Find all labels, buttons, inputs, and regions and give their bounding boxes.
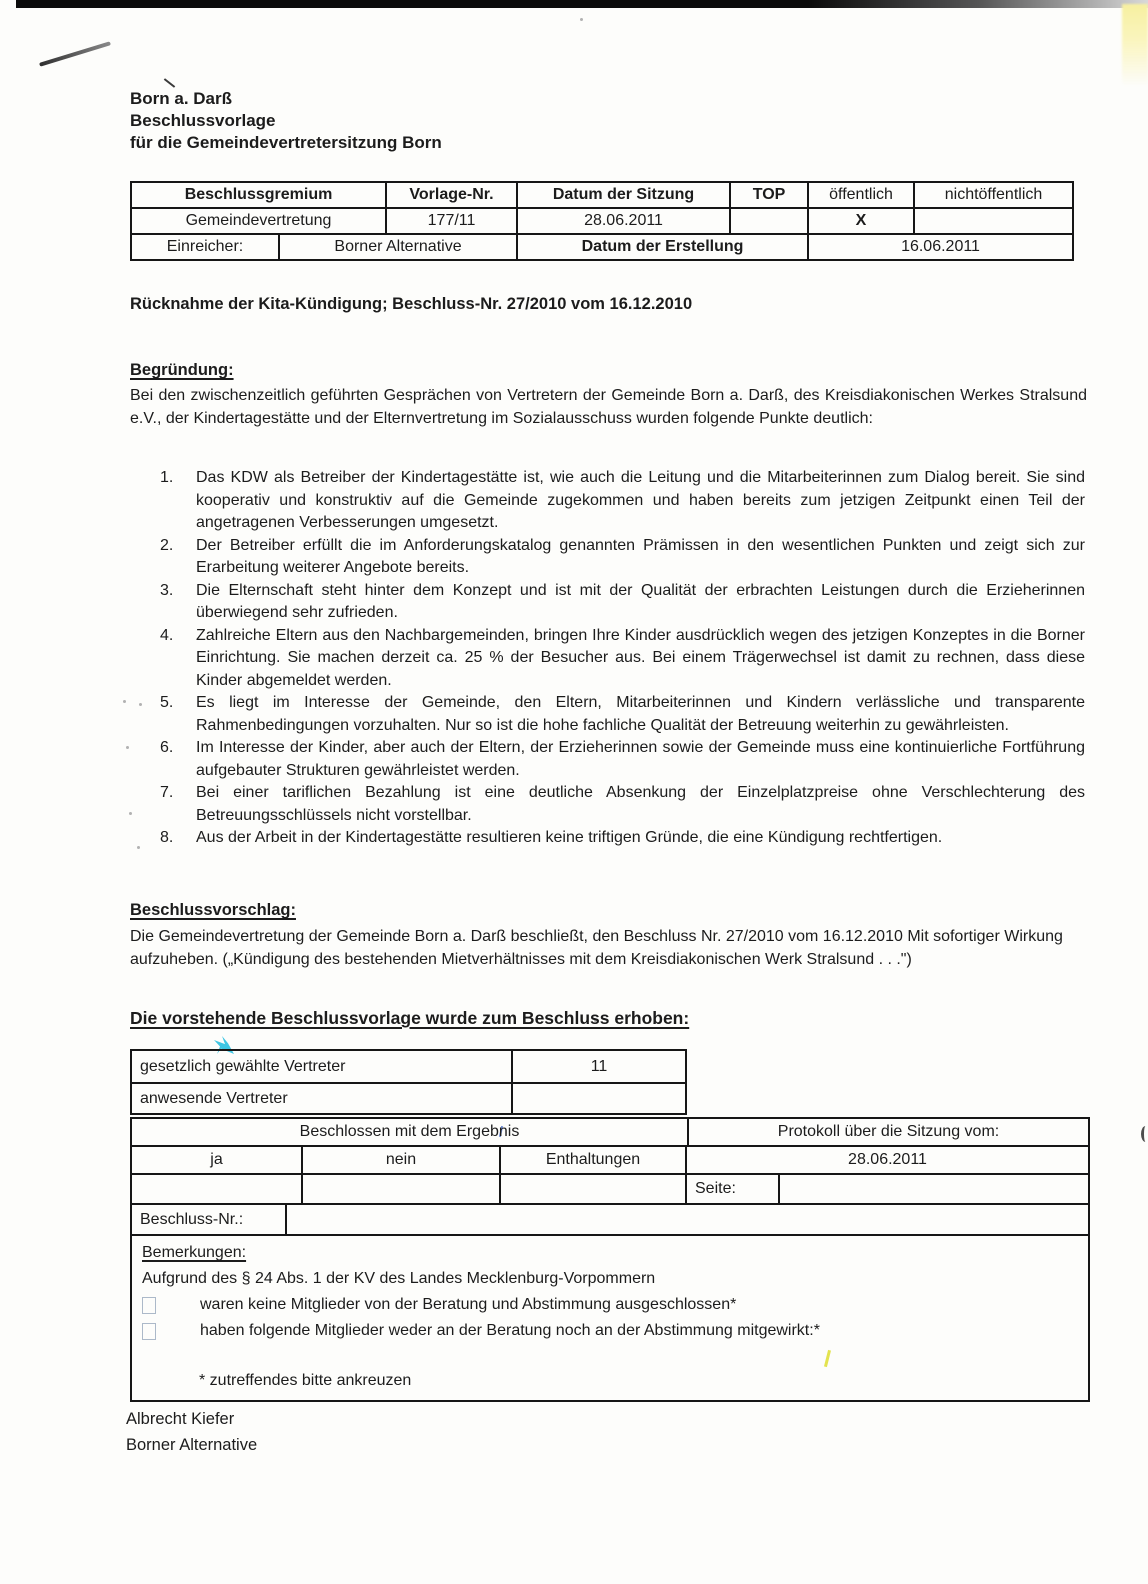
col-header-oeffentlich: öffentlich: [808, 182, 914, 208]
bemerkungen-footnote: * zutreffendes bitte ankreuzen: [199, 1372, 412, 1389]
bemerkungen-option-1-text: waren keine Mitglieder von der Beratung und Abstimmung ausgeschlossen*: [200, 1296, 737, 1313]
signature-org: Borner Alternative: [126, 1436, 258, 1454]
scan-speck: [126, 746, 129, 749]
list-item: [160, 625, 1085, 693]
col-header-top: TOP: [730, 182, 808, 208]
ja-label: ja: [210, 1151, 223, 1168]
anwesende-vertreter-value: [511, 1084, 685, 1113]
beschluss-nr-value: [285, 1205, 1088, 1234]
protokoll-datum-value: 28.06.2011: [685, 1147, 1088, 1173]
subject-line: Rücknahme der Kita-Kündigung; Beschluss-Nr. 27/2010 vom 16.12.2010: [130, 295, 693, 313]
table-row: [132, 1145, 1088, 1173]
list-item-text: Das KDW als Betreiber der Kindertagestätte ist, wie auch die Leitung und die Mitarbeiterinnen zum Dialog bereit. Sie sind kooperativ und konstruktiv auf die Gemeinde zugekommen und haben bereits zum jetzigen Zeitpunkt einen Teil der angetragenen Verbesserungen umgesetzt.: [196, 469, 1085, 531]
list-item-text: Bei einer tariflichen Bezahlung ist eine deutliche Absenkung der Einzelplatzpreise ohne Verschlechterung des Betreuungsschlüssels nicht vorstellbar.: [196, 784, 1085, 824]
scan-speck: [580, 18, 583, 21]
seite-value: [778, 1175, 1088, 1203]
meta-table: [130, 181, 1074, 261]
list-item-number: 5.: [160, 694, 174, 711]
bemerkungen-heading: Bemerkungen:: [142, 1244, 247, 1261]
scan-speck: [123, 700, 126, 703]
list-item: [160, 827, 1085, 850]
protokoll-heading: Protokoll über die Sitzung vom:: [687, 1119, 1088, 1145]
list-item-number: 1.: [160, 469, 174, 486]
table-row: [132, 1051, 685, 1082]
vertreter-table: [130, 1049, 687, 1115]
document-header: [130, 88, 442, 154]
ergebnis-protokoll-table: [130, 1117, 1090, 1402]
pen-stroke-artifact: [39, 41, 111, 66]
einreicher-value: Borner Alternative: [279, 234, 517, 260]
list-item-number: 8.: [160, 829, 174, 846]
erhoben-heading: Die vorstehende Beschlussvorlage wurde zum Beschluss erhoben:: [130, 1008, 690, 1028]
top-value: [730, 208, 808, 234]
scan-speck: [129, 812, 132, 815]
beschlussvorschlag-text: Die Gemeindevertretung der Gemeinde Born a. Darß beschließt, den Beschluss Nr. 27/2010 vom 16.12.2010 Mit sofortiger Wirkung aufzuheben. („Kündigung des bestehenden Mietverhältnisses mit dem Kreisdiakonischen Werk Stralsund . . ."): [130, 928, 1063, 968]
header-municipality: Born a. Darß: [130, 89, 233, 108]
bemerkungen-intro: Aufgrund des § 24 Abs. 1 der KV des Landes Mecklenburg-Vorpommern: [142, 1270, 656, 1287]
list-item-text: Aus der Arbeit in der Kindertagestätte resultieren keine triftigen Gründe, die eine Kündigung rechtfertigen.: [196, 829, 943, 846]
erstellung-datum-value: 16.06.2011: [808, 234, 1073, 260]
header-session: für die Gemeindevertretersitzung Born: [130, 133, 442, 152]
erstellung-label: Datum der Erstellung: [517, 234, 808, 260]
begruendung-intro: Bei den zwischenzeitlich geführten Gesprächen von Vertretern der Gemeinde Born a. Darß, des Kreisdiakonischen Werkes Stralsund e.V., der Kindertagestätte und der Elternvertretung im Sozialausschuss wurden folgende Punkte deutlich:: [130, 387, 1087, 427]
gremium-value: Gemeindevertretung: [131, 208, 386, 234]
enthaltungen-label: Enthaltungen: [499, 1147, 685, 1173]
list-item-number: 3.: [160, 581, 174, 599]
col-header-vorlage-nr: Vorlage-Nr.: [386, 182, 517, 208]
beschlussvorschlag-heading: Beschlussvorschlag:: [130, 901, 296, 919]
col-header-datum-sitzung: Datum der Sitzung: [517, 182, 730, 208]
bemerkungen-option-1: [142, 1292, 1078, 1318]
meta-value-row: [131, 208, 1073, 234]
nein-value: [301, 1175, 499, 1203]
highlighter-smudge-artifact: [1122, 4, 1148, 86]
edge-ink-mark-artifact: [1141, 1126, 1148, 1142]
table-row: [132, 1203, 1088, 1234]
beschluss-nr-label: Beschluss-Nr.:: [140, 1210, 244, 1228]
enthaltungen-value: [499, 1175, 685, 1203]
sitzung-datum-value: 28.06.2011: [517, 208, 730, 234]
list-item-text: Es liegt im Interesse der Gemeinde, den Eltern, Mitarbeiterinnen und Kindern verlässliche und transparente Rahmenbedingungen vorzuhalten. Nur so ist die hohe fachliche Qualität der Betreuung weiterhin zu gewährleisten.: [196, 694, 1085, 734]
header-doc-type: Beschlussvorlage: [130, 111, 276, 130]
list-item-text: Die Elternschaft steht hinter dem Konzept und ist mit der Qualität der erbrachten Leistungen durch die Erzieherinnen überwiegend sehr zufrieden.: [196, 581, 1085, 621]
begruendung-heading: Begründung:: [130, 361, 234, 379]
nein-label: nein: [301, 1147, 499, 1173]
col-header-beschlussgremium: Beschlussgremium: [131, 182, 386, 208]
ergebnis-heading: Beschlossen mit dem Ergebnis: [299, 1123, 520, 1140]
bemerkungen-box: [132, 1234, 1088, 1400]
list-item-number: 4.: [160, 626, 174, 644]
list-item-text: Der Betreiber erfüllt die im Anforderungskatalog genannten Prämissen in den wesentlichen Punkten und zeigt sich zur Erarbeitung weiterer Angebote bereits.: [196, 536, 1085, 576]
signature-name: Albrecht Kiefer: [126, 1410, 235, 1428]
list-item-number: 6.: [160, 739, 174, 756]
checkbox-icon: [142, 1297, 156, 1314]
anwesende-vertreter-label: anwesende Vertreter: [140, 1089, 288, 1107]
list-item: [160, 692, 1085, 737]
scan-speck: [139, 703, 142, 706]
table-row: [132, 1082, 685, 1113]
pen-tick-artifact: [164, 78, 175, 88]
bemerkungen-option-2: [142, 1318, 1078, 1344]
list-item: [160, 535, 1085, 580]
nichtoeffentlich-value: [914, 208, 1073, 234]
scan-speck: [137, 846, 140, 849]
table-row: [132, 1173, 1088, 1203]
list-item: [160, 467, 1085, 535]
list-item-text: Zahlreiche Eltern aus den Nachbargemeinden, bringen Ihre Kinder ausdrücklich wegen des jetzigen Konzeptes in die Borner Einrichtung. Sie machen derzeit ca. 25 % der Besucher aus. Bei einem Trägerwechsel ist damit zu rechnen, dass diese Kinder abgemeldet werden.: [196, 626, 1085, 689]
oeffentlich-checkmark: X: [808, 208, 914, 234]
meta-header-row: [131, 182, 1073, 208]
scan-edge-strip: [16, 0, 1148, 8]
table-row: [132, 1119, 1088, 1145]
seite-label: Seite:: [685, 1175, 778, 1203]
vorlage-nr-value: 177/11: [386, 208, 517, 234]
gesetzlich-vertreter-label: gesetzlich gewählte Vertreter: [140, 1057, 346, 1075]
signature-block: [126, 1406, 257, 1458]
begruendung-list: [160, 467, 1085, 850]
list-item: [160, 737, 1085, 782]
list-item: [160, 782, 1085, 827]
gesetzlich-vertreter-value: 11: [511, 1051, 685, 1082]
list-item-text: Im Interesse der Kinder, aber auch der Eltern, der Erzieherinnen sowie der Gemeinde muss eine kontinuierliche Fortführung aufgebauter Strukturen gewährleistet werden.: [196, 739, 1085, 779]
list-item-number: 2.: [160, 536, 174, 554]
bemerkungen-option-2-text: haben folgende Mitglieder weder an der Beratung noch an der Abstimmung mitgewirkt:*: [200, 1322, 820, 1339]
col-header-nichtoeffentlich: nichtöffentlich: [914, 182, 1073, 208]
list-item: [160, 580, 1085, 625]
einreicher-label: Einreicher:: [131, 234, 279, 260]
meta-einreicher-row: [131, 234, 1073, 260]
checkbox-icon: [142, 1323, 156, 1340]
ja-value: [132, 1175, 301, 1203]
list-item-number: 7.: [160, 784, 174, 801]
